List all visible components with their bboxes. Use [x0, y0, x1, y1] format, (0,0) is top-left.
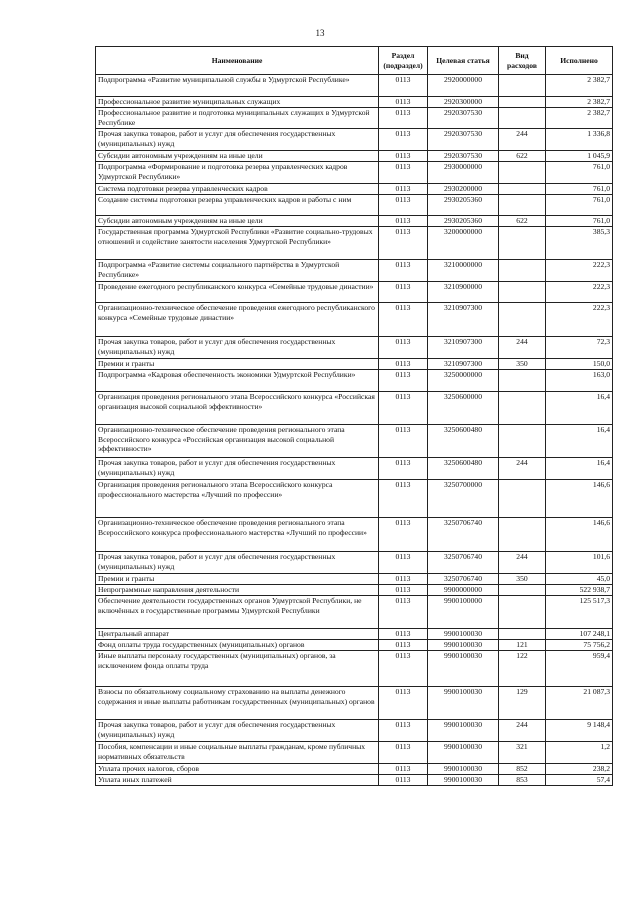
row-target: 9900000000: [428, 585, 499, 596]
row-kind: 852: [499, 764, 546, 775]
row-target: 3250600480: [428, 458, 499, 480]
row-target: 2930205360: [428, 216, 499, 227]
row-section: 0113: [379, 574, 428, 585]
row-kind: [499, 585, 546, 596]
row-target: 3210907300: [428, 337, 499, 359]
row-name: Обеспечение деятельности государственных органов Удмуртской Республики, не включённых в государственные программы Удмуртской Республики: [96, 596, 379, 629]
row-section: 0113: [379, 151, 428, 162]
row-amount: 1 336,8: [546, 129, 613, 151]
row-name: Прочая закупка товаров, работ и услуг для обеспечения государственных (муниципальных) нужд: [96, 458, 379, 480]
row-amount: 2 382,7: [546, 75, 613, 97]
row-kind: [499, 162, 546, 184]
row-name: Организация проведения регионального этапа Всероссийского конкурса «Российская организация высокой социальной эффективности»: [96, 392, 379, 425]
row-kind: [499, 425, 546, 458]
row-kind: [499, 184, 546, 195]
row-section: 0113: [379, 651, 428, 687]
row-target: 9900100030: [428, 764, 499, 775]
row-section: 0113: [379, 75, 428, 97]
row-section: 0113: [379, 629, 428, 640]
row-name: Организация проведения регионального этапа Всероссийского конкурса профессионального мастерства «Лучший по профессии»: [96, 480, 379, 518]
row-kind: [499, 108, 546, 129]
header-kind: Вид расходов: [499, 47, 546, 75]
row-amount: 150,0: [546, 359, 613, 370]
row-kind: [499, 480, 546, 518]
row-amount: 959,4: [546, 651, 613, 687]
table-row: [96, 129, 613, 151]
row-kind: 350: [499, 359, 546, 370]
table-row: [96, 687, 613, 720]
row-section: 0113: [379, 518, 428, 552]
table-row: [96, 458, 613, 480]
row-section: 0113: [379, 596, 428, 629]
row-target: 9900100030: [428, 775, 499, 786]
row-target: 3210907300: [428, 303, 499, 337]
table-row: [96, 303, 613, 337]
table-header-row: [96, 47, 613, 75]
row-name: Уплата иных платежей: [96, 775, 379, 786]
row-target: 2920300000: [428, 97, 499, 108]
row-target: 2920000000: [428, 75, 499, 97]
row-kind: [499, 227, 546, 260]
budget-table: [95, 46, 613, 786]
table-row: [96, 184, 613, 195]
row-target: 9900100030: [428, 720, 499, 742]
row-kind: [499, 260, 546, 282]
row-section: 0113: [379, 425, 428, 458]
row-section: 0113: [379, 337, 428, 359]
row-amount: 45,0: [546, 574, 613, 585]
row-kind: [499, 75, 546, 97]
row-section: 0113: [379, 282, 428, 303]
row-name: Проведение ежегодного республиканского конкурса «Семейные трудовые династии»: [96, 282, 379, 303]
row-name: Профессиональное развитие муниципальных служащих: [96, 97, 379, 108]
row-section: 0113: [379, 370, 428, 392]
row-amount: 16,4: [546, 458, 613, 480]
row-amount: 761,0: [546, 184, 613, 195]
row-name: Прочая закупка товаров, работ и услуг для обеспечения государственных (муниципальных) нужд: [96, 552, 379, 574]
row-name: Организационно-техническое обеспечение проведения ежегодного республиканского конкурса «Семейные трудовые династии»: [96, 303, 379, 337]
row-section: 0113: [379, 162, 428, 184]
table-row: [96, 480, 613, 518]
table-row: [96, 337, 613, 359]
table-row: [96, 162, 613, 184]
row-name: Премии и гранты: [96, 574, 379, 585]
row-target: 3250706740: [428, 518, 499, 552]
row-kind: 622: [499, 216, 546, 227]
row-kind: 244: [499, 458, 546, 480]
row-section: 0113: [379, 720, 428, 742]
row-kind: 244: [499, 552, 546, 574]
row-kind: [499, 629, 546, 640]
row-target: 2920307530: [428, 108, 499, 129]
row-name: Непрограммные направления деятельности: [96, 585, 379, 596]
row-kind: [499, 97, 546, 108]
row-amount: 107 248,1: [546, 629, 613, 640]
row-section: 0113: [379, 216, 428, 227]
header-section: Раздел (подраздел): [379, 47, 428, 75]
row-amount: 2 382,7: [546, 108, 613, 129]
table-row: [96, 425, 613, 458]
row-section: 0113: [379, 775, 428, 786]
row-amount: 125 517,3: [546, 596, 613, 629]
row-kind: [499, 303, 546, 337]
row-name: Уплата прочих налогов, сборов: [96, 764, 379, 775]
row-section: 0113: [379, 195, 428, 216]
row-kind: 244: [499, 337, 546, 359]
row-target: 9900100030: [428, 651, 499, 687]
row-target: 2930200000: [428, 184, 499, 195]
row-section: 0113: [379, 687, 428, 720]
row-amount: 761,0: [546, 216, 613, 227]
table-row: [96, 195, 613, 216]
table-body: [96, 75, 613, 786]
table-row: [96, 518, 613, 552]
row-kind: 244: [499, 129, 546, 151]
row-kind: [499, 282, 546, 303]
table-row: [96, 97, 613, 108]
row-amount: 222,3: [546, 260, 613, 282]
row-amount: 385,3: [546, 227, 613, 260]
row-name: Премии и гранты: [96, 359, 379, 370]
row-target: 3250600000: [428, 392, 499, 425]
row-target: 3210000000: [428, 260, 499, 282]
row-name: Фонд оплаты труда государственных (муниципальных) органов: [96, 640, 379, 651]
table-row: [96, 742, 613, 764]
row-target: 2920307530: [428, 129, 499, 151]
row-amount: 57,4: [546, 775, 613, 786]
row-kind: 121: [499, 640, 546, 651]
row-amount: 16,4: [546, 425, 613, 458]
row-name: Иные выплаты персоналу государственных (муниципальных) органов, за исключением фонда оплаты труда: [96, 651, 379, 687]
row-name: Субсидии автономным учреждениям на иные цели: [96, 151, 379, 162]
row-name: Система подготовки резерва управленческих кадров: [96, 184, 379, 195]
row-kind: [499, 392, 546, 425]
row-target: 3250706740: [428, 574, 499, 585]
row-section: 0113: [379, 552, 428, 574]
row-kind: 122: [499, 651, 546, 687]
row-name: Профессиональное развитие и подготовка муниципальных служащих в Удмуртской Республике: [96, 108, 379, 129]
row-kind: 853: [499, 775, 546, 786]
row-name: Пособия, компенсации и иные социальные выплаты гражданам, кроме публичных нормативных обязательств: [96, 742, 379, 764]
row-amount: 163,0: [546, 370, 613, 392]
row-amount: 146,6: [546, 480, 613, 518]
row-target: 2930000000: [428, 162, 499, 184]
row-amount: 2 382,7: [546, 97, 613, 108]
row-amount: 761,0: [546, 195, 613, 216]
row-name: Прочая закупка товаров, работ и услуг для обеспечения государственных (муниципальных) нужд: [96, 129, 379, 151]
row-target: 3250000000: [428, 370, 499, 392]
row-amount: 16,4: [546, 392, 613, 425]
header-executed: Исполнено: [546, 47, 613, 75]
row-kind: [499, 195, 546, 216]
row-section: 0113: [379, 108, 428, 129]
row-section: 0113: [379, 480, 428, 518]
row-name: Подпрограмма «Кадровая обеспеченность экономики Удмуртской Республики»: [96, 370, 379, 392]
row-name: Создание системы подготовки резерва управленческих кадров и работы с ним: [96, 195, 379, 216]
row-target: 9900100030: [428, 629, 499, 640]
row-section: 0113: [379, 227, 428, 260]
row-name: Прочая закупка товаров, работ и услуг для обеспечения государственных (муниципальных) нужд: [96, 337, 379, 359]
table-row: [96, 775, 613, 786]
row-target: 3210907300: [428, 359, 499, 370]
row-section: 0113: [379, 359, 428, 370]
row-name: Субсидии автономным учреждениям на иные цели: [96, 216, 379, 227]
row-kind: [499, 518, 546, 552]
row-name: Прочая закупка товаров, работ и услуг для обеспечения государственных (муниципальных) нужд: [96, 720, 379, 742]
row-amount: 222,3: [546, 282, 613, 303]
row-section: 0113: [379, 392, 428, 425]
row-name: Организационно-техническое обеспечение проведения регионального этапа Всероссийского конкурса профессионального мастерства «Лучший по профессии»: [96, 518, 379, 552]
row-section: 0113: [379, 764, 428, 775]
table-row: [96, 640, 613, 651]
table-row: [96, 216, 613, 227]
table-row: [96, 574, 613, 585]
row-name: Подпрограмма «Формирование и подготовка резерва управленческих кадров Удмуртской Республики»: [96, 162, 379, 184]
row-amount: 1,2: [546, 742, 613, 764]
table-row: [96, 651, 613, 687]
table-row: [96, 392, 613, 425]
row-target: 9900100030: [428, 640, 499, 651]
row-amount: 75 756,2: [546, 640, 613, 651]
page-number: 13: [315, 28, 325, 38]
table-row: [96, 108, 613, 129]
row-section: 0113: [379, 184, 428, 195]
row-target: 2920307530: [428, 151, 499, 162]
row-kind: [499, 370, 546, 392]
table-row: [96, 260, 613, 282]
row-section: 0113: [379, 303, 428, 337]
row-name: Государственная программа Удмуртской Республики «Развитие социально-трудовых отношений и содействие занятости населения Удмуртской Республики»: [96, 227, 379, 260]
row-section: 0113: [379, 640, 428, 651]
table-row: [96, 282, 613, 303]
row-target: 9900100000: [428, 596, 499, 629]
table-row: [96, 720, 613, 742]
row-section: 0113: [379, 742, 428, 764]
row-target: 9900100030: [428, 687, 499, 720]
table-row: [96, 151, 613, 162]
row-target: 2930205360: [428, 195, 499, 216]
row-name: Организационно-техническое обеспечение проведения регионального этапа Всероссийского конкурса «Российская организация высокой социальной эффективности»: [96, 425, 379, 458]
row-amount: 761,0: [546, 162, 613, 184]
row-kind: 129: [499, 687, 546, 720]
table-row: [96, 75, 613, 97]
table-row: [96, 585, 613, 596]
row-amount: 72,3: [546, 337, 613, 359]
row-target: 3250600480: [428, 425, 499, 458]
row-kind: 321: [499, 742, 546, 764]
row-target: 3250700000: [428, 480, 499, 518]
row-name: Центральный аппарат: [96, 629, 379, 640]
row-kind: [499, 596, 546, 629]
row-amount: 222,3: [546, 303, 613, 337]
row-section: 0113: [379, 585, 428, 596]
row-target: 3210900000: [428, 282, 499, 303]
row-target: 9900100030: [428, 742, 499, 764]
row-target: 3200000000: [428, 227, 499, 260]
row-name: Подпрограмма «Развитие муниципальной службы в Удмуртской Республике»: [96, 75, 379, 97]
row-target: 3250706740: [428, 552, 499, 574]
row-amount: 146,6: [546, 518, 613, 552]
row-section: 0113: [379, 260, 428, 282]
row-section: 0113: [379, 97, 428, 108]
row-name: Подпрограмма «Развитие системы социального партнёрства в Удмуртской Республике»: [96, 260, 379, 282]
row-amount: 21 087,3: [546, 687, 613, 720]
row-amount: 522 938,7: [546, 585, 613, 596]
row-section: 0113: [379, 129, 428, 151]
row-kind: 244: [499, 720, 546, 742]
table-row: [96, 764, 613, 775]
table-row: [96, 359, 613, 370]
row-kind: 622: [499, 151, 546, 162]
table-row: [96, 227, 613, 260]
table-row: [96, 552, 613, 574]
row-kind: 350: [499, 574, 546, 585]
row-amount: 9 148,4: [546, 720, 613, 742]
table-row: [96, 370, 613, 392]
header-name: Наименование: [96, 47, 379, 75]
row-amount: 238,2: [546, 764, 613, 775]
row-amount: 1 045,9: [546, 151, 613, 162]
header-target: Целевая статья: [428, 47, 499, 75]
row-section: 0113: [379, 458, 428, 480]
row-amount: 101,6: [546, 552, 613, 574]
table-row: [96, 596, 613, 629]
table-row: [96, 629, 613, 640]
row-name: Взносы по обязательному социальному страхованию на выплаты денежного содержания и иные выплаты работникам государственных (муниципальных) органов: [96, 687, 379, 720]
